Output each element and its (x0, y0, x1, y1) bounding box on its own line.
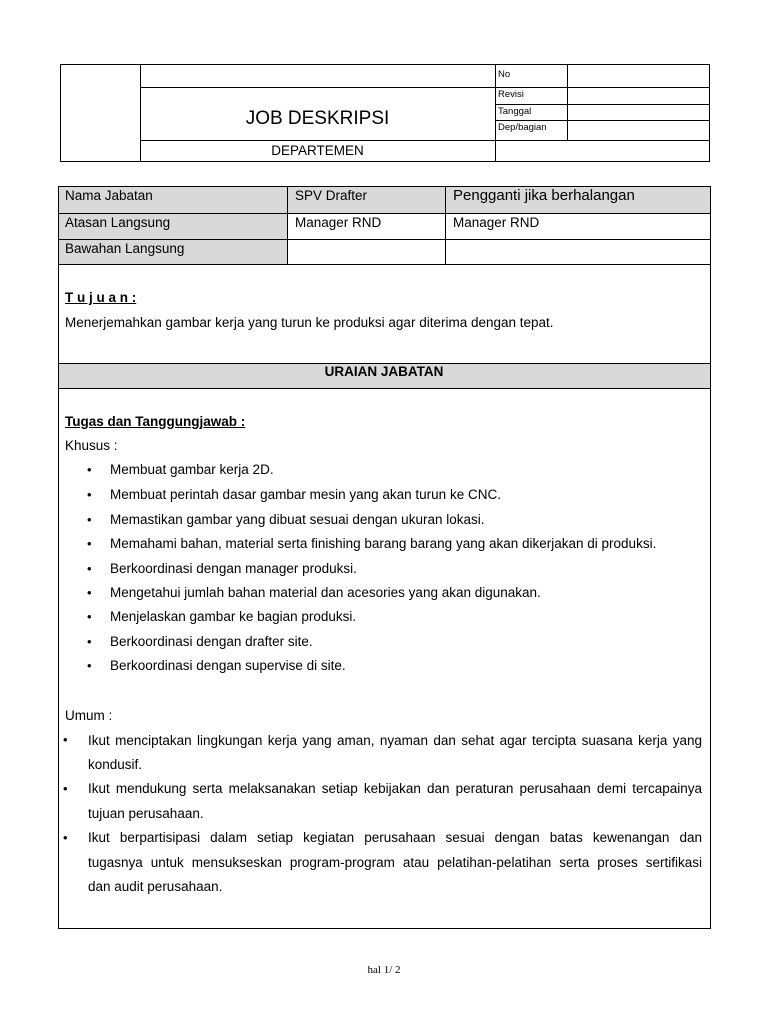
meta-tanggal-label: Tanggal (498, 106, 532, 117)
list-item: Menjelaskan gambar ke bagian produksi. (110, 609, 357, 624)
bullet: • (63, 732, 68, 747)
meta-depbagian-label: Dep/bagian (498, 122, 547, 133)
pengganti-label: Pengganti jika berhalangan (453, 187, 635, 204)
uraian-heading: URAIAN JABATAN (324, 364, 444, 379)
bullet: • (87, 512, 92, 527)
bullet: • (87, 462, 92, 477)
meta-revisi-label: Revisi (498, 89, 524, 100)
tujuan-heading: T u j u a n : (65, 290, 137, 305)
list-item-line: Ikut berpartisipasi dalam setiap kegiatan perusahaan sesuai dengan batas kewenangan dan (88, 830, 702, 845)
doc-title: JOB DESKRIPSI (245, 108, 390, 129)
list-item-line: Ikut mendukung serta melaksanakan setiap kebijakan dan peraturan perusahaan demi tercapainya (88, 781, 702, 796)
atasan-langsung-value: Manager RND (295, 215, 382, 230)
list-item: Berkoordinasi dengan drafter site. (110, 634, 313, 649)
list-item: Berkoordinasi dengan manager produksi. (110, 561, 357, 576)
meta-no-label: No (498, 69, 511, 80)
list-item-line: Ikut menciptakan lingkungan kerja yang aman, nyaman dan sehat agar tercipta suasana kerja yang (88, 733, 702, 748)
list-item: Berkoordinasi dengan supervise di site. (110, 658, 346, 673)
bullet: • (87, 585, 92, 600)
list-item-line: tujuan perusahaan. (88, 806, 204, 821)
atasan-langsung-note: Manager RND (453, 215, 540, 230)
list-item: Membuat perintah dasar gambar mesin yang akan turun ke CNC. (110, 487, 501, 502)
list-item-line: kondusif. (88, 757, 143, 772)
bullet: • (63, 781, 68, 796)
list-item: Memastikan gambar yang dibuat sesuai dengan ukuran lokasi. (110, 512, 485, 527)
bullet: • (87, 536, 92, 551)
page-number: hal 1/ 2 (367, 964, 401, 976)
bullet: • (87, 561, 92, 576)
list-item: Membuat gambar kerja 2D. (110, 462, 274, 477)
department-label: DEPARTEMEN (271, 143, 364, 158)
bullet: • (87, 609, 92, 624)
nama-jabatan-value: SPV Drafter (295, 188, 368, 203)
khusus-label: Khusus : (65, 438, 118, 453)
tugas-heading: Tugas dan Tanggungjawab : (65, 414, 246, 429)
bullet: • (87, 658, 92, 673)
bullet: • (87, 487, 92, 502)
bawahan-langsung-label: Bawahan Langsung (65, 241, 185, 256)
list-item-line: dan audit perusahaan. (88, 879, 223, 894)
bullet: • (87, 634, 92, 649)
list-item: Memahami bahan, material serta finishing barang barang yang akan dikerjakan di produksi. (110, 536, 657, 551)
atasan-langsung-label: Atasan Langsung (65, 215, 171, 230)
bullet: • (63, 830, 68, 845)
list-item: Mengetahui jumlah bahan material dan acesories yang akan digunakan. (110, 585, 541, 600)
umum-label: Umum : (65, 708, 113, 723)
nama-jabatan-label: Nama Jabatan (65, 188, 153, 203)
tujuan-text: Menerjemahkan gambar kerja yang turun ke produksi agar diterima dengan tepat. (65, 315, 554, 330)
list-item-line: tugasnya untuk mensukseskan program-program atau pelatihan-pelatihan serta proses sertifikasi (88, 855, 702, 870)
